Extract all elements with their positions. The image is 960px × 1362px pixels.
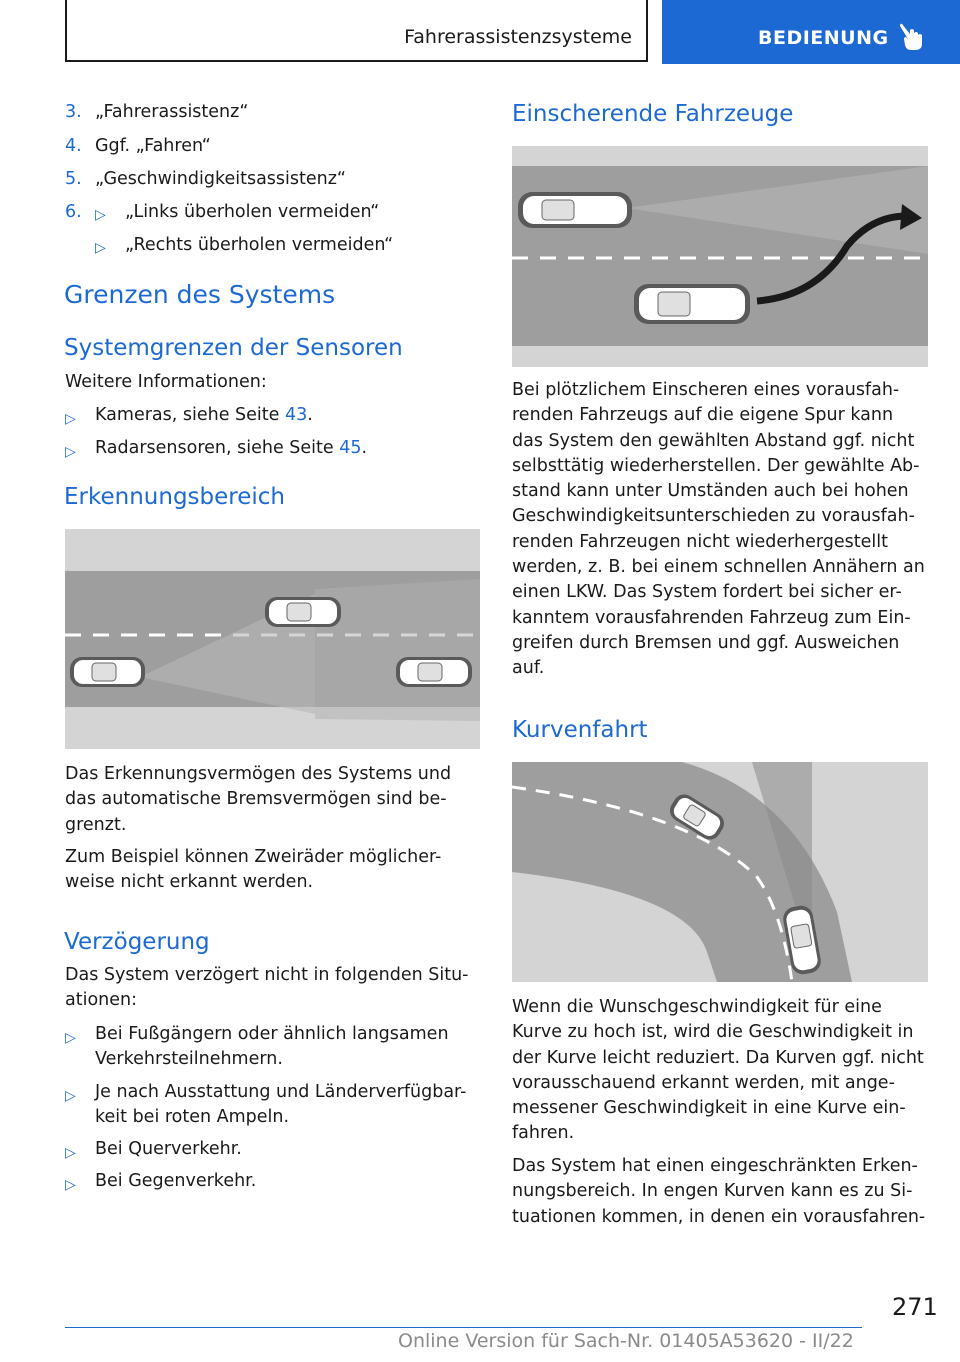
intro-text: Weitere Informationen: — [65, 372, 267, 392]
heading-verzoegerung: Verzögerung — [64, 929, 210, 955]
list-item: ▷ Bei Fußgängern oder ähnlich langsamen Verkehrsteilnehmern. — [65, 1024, 449, 1070]
page-number: 271 — [892, 1293, 938, 1321]
step-text: „Fahrerassistenz“ — [95, 102, 249, 122]
heading-kurvenfahrt: Kurvenfahrt — [512, 717, 648, 743]
list-item — [65, 200, 465, 225]
paragraph-einscheren: Bei plötzlichem Einscheren eines vorausfah- renden Fahrzeugs auf die eigene Spur kann das System den gewählten Abstand ggf. nicht selbsttätig wiederherstellen. Der gewählte Ab- stand kann unter Umständen auch bei hohen Geschwindigkeitsunterschieden zu vorausfah- renden Fahrzeugen nicht wiederhergestellt werden, z. B. bei einem schnellen Annähern an einen LKW. Das System fordert bei sicher er- kanntem vorausfahrenden Fahrzeug zum Ein- greifen durch Bremsen und ggf. Ausweichen auf. — [512, 380, 925, 679]
triangle-bullet-icon: ▷ — [95, 240, 106, 256]
pointing-hand-icon — [898, 22, 926, 52]
triangle-bullet-icon: ▷ — [65, 444, 76, 460]
car-own-icon — [70, 657, 145, 687]
list-item — [65, 167, 465, 192]
section-tab — [662, 0, 960, 64]
list-item: ▷ Radarsensoren, siehe Seite 45. — [65, 436, 465, 461]
paragraph-erkennung-1: Das Erkennungsvermögen des Systems und das automatische Bremsvermögen sind be- grenzt. — [65, 764, 452, 835]
page-link-cameras[interactable]: 43 — [284, 405, 308, 425]
page-link-radar[interactable]: 45 — [339, 438, 362, 458]
paragraph-kurven-1: Wenn die Wunschgeschwindigkeit für eine Kurve zu hoch ist, wird die Geschwindigkeit in der Kurve leicht reduziert. Da Kurven ggf. nicht vorausschauend erkannt werden, mit ange- messener Geschwindigkeit in eine Kurve ein- fahren. — [512, 997, 924, 1144]
list-item: ▷ Bei Querverkehr. — [65, 1137, 480, 1163]
triangle-bullet-icon: ▷ — [65, 1030, 76, 1046]
step-text: „Links überholen vermeiden“ — [125, 202, 380, 222]
bullet-text: Radarsensoren, siehe Seite — [95, 438, 340, 458]
list-item: ▷ Bei Gegenverkehr. — [65, 1169, 480, 1195]
figure-curve — [512, 762, 928, 982]
chapter-title: Fahrerassistenzsysteme — [404, 26, 632, 48]
triangle-bullet-icon: ▷ — [65, 1145, 76, 1161]
bullet-text: Kameras, siehe Seite — [95, 405, 285, 425]
list-item — [65, 100, 465, 125]
paragraph-verzoegerung: Das System verzögert nicht in folgenden Situ- ationen: — [65, 965, 469, 1011]
car-ahead-icon — [265, 597, 341, 627]
heading-einscheren: Einscherende Fahrzeuge — [512, 101, 794, 127]
footer-text: Online Version für Sach-Nr. 01405A53620 - II/22 — [398, 1330, 854, 1352]
heading-grenzen: Grenzen des Systems — [64, 280, 336, 309]
step-text: „Geschwindigkeitsassistenz“ — [95, 169, 346, 189]
triangle-bullet-icon: ▷ — [65, 1088, 76, 1104]
chapter-tab — [65, 0, 648, 62]
paragraph-kurven-2: Das System hat einen eingeschränkten Erken- nungsbereich. In engen Kurven kann es zu Si- tuationen kommen, in denen ein vorausfahren- — [512, 1156, 926, 1227]
list-item: ▷ Je nach Ausstattung und Länderverfügbar- keit bei roten Ampeln. — [65, 1082, 467, 1128]
footer-divider — [65, 1327, 862, 1328]
car-cutting-in-icon — [518, 192, 632, 228]
step-number: 5. — [65, 169, 82, 189]
triangle-bullet-icon: ▷ — [65, 411, 76, 427]
triangle-bullet-icon: ▷ — [65, 1177, 76, 1193]
step-text: Ggf. „Fahren“ — [95, 136, 211, 156]
heading-erkennungsbereich: Erkennungsbereich — [64, 484, 285, 510]
figure-detection-range — [65, 529, 480, 749]
list-item: ▷ Kameras, siehe Seite 43. — [65, 403, 465, 428]
heading-sensoren: Systemgrenzen der Sensoren — [64, 335, 403, 361]
figure-cutting-in — [512, 146, 928, 367]
step-number: 6. — [65, 202, 82, 222]
step-number: 4. — [65, 136, 82, 156]
step-number: 3. — [65, 102, 82, 122]
list-item — [65, 134, 465, 159]
list-item — [65, 233, 465, 258]
step-text: „Rechts überholen vermeiden“ — [125, 235, 394, 255]
section-title: BEDIENUNG — [758, 27, 889, 49]
car-own-icon — [634, 284, 750, 324]
paragraph-erkennung-2: Zum Beispiel können Zweiräder möglicher- weise nicht erkannt werden. — [65, 847, 442, 893]
car-far-icon — [396, 657, 472, 687]
triangle-bullet-icon: ▷ — [95, 207, 106, 223]
